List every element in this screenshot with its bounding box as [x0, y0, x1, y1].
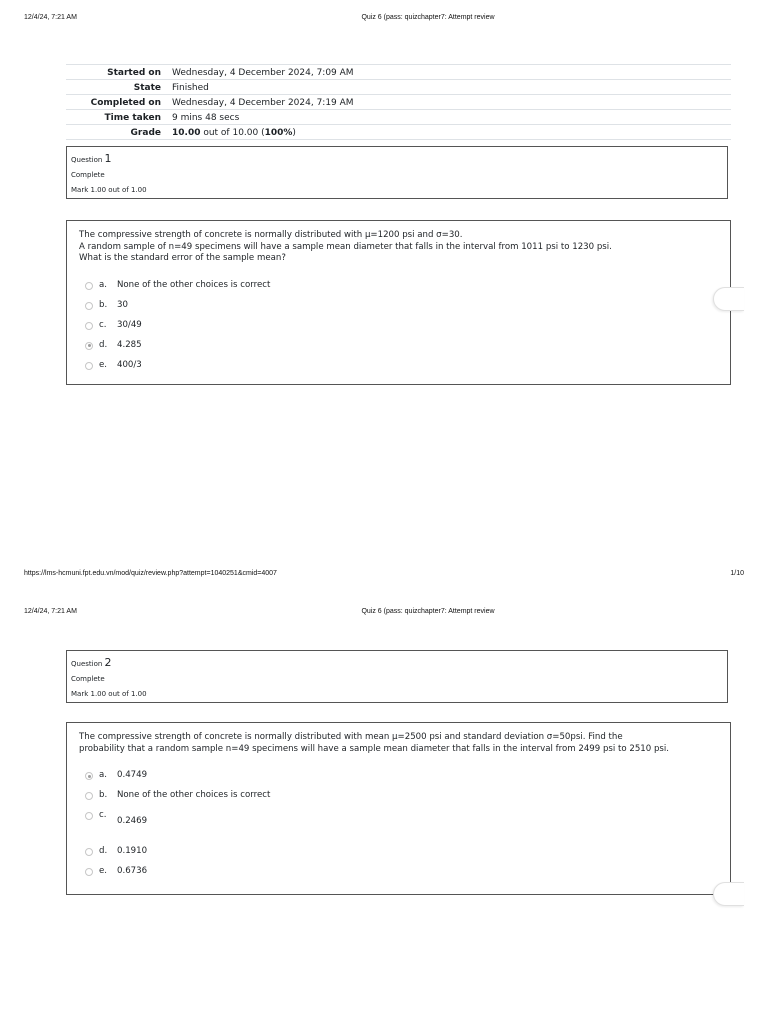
answer-option-e[interactable] [85, 866, 718, 886]
attempt-summary-table [66, 64, 731, 140]
option-letter: e. [99, 866, 108, 876]
answer-option-d[interactable] [85, 340, 718, 360]
grade-value [167, 125, 731, 140]
question-text-line: What is the standard error of the sample mean? [79, 253, 286, 263]
option-letter: d. [99, 339, 108, 350]
time-label: Time taken [104, 112, 161, 123]
radio-button[interactable] [85, 362, 93, 370]
grade-close-paren: ) [292, 127, 296, 138]
time-value: 9 mins 48 secs [172, 112, 240, 123]
answer-option-d[interactable] [85, 846, 718, 866]
radio-button[interactable] [85, 302, 93, 310]
answer-options [85, 770, 718, 886]
radio-button[interactable] [85, 282, 93, 290]
summary-row-completed [66, 95, 731, 110]
question-mark: Mark 1.00 out of 1.00 [71, 690, 147, 698]
answer-options [85, 280, 718, 380]
print-datetime: 12/4/24, 7:21 AM [24, 14, 77, 21]
side-navigation-tab[interactable] [713, 882, 744, 906]
started-value: Wednesday, 4 December 2024, 7:09 AM [172, 67, 354, 78]
grade-percent: 100% [264, 127, 293, 138]
radio-button[interactable] [85, 848, 93, 856]
answer-option-c[interactable] [85, 810, 718, 846]
answer-option-a[interactable] [85, 280, 718, 300]
radio-button[interactable] [85, 812, 93, 820]
started-label: Started on [107, 67, 161, 78]
question-number: 2 [104, 656, 112, 669]
completed-value: Wednesday, 4 December 2024, 7:19 AM [172, 97, 354, 108]
question-1-content [66, 220, 731, 385]
question-state: Complete [71, 171, 105, 179]
option-text: 30/49 [117, 319, 142, 330]
option-letter: b. [99, 299, 108, 310]
print-title: Quiz 6 (pass: quizchapter7: Attempt review [361, 608, 495, 615]
grade-out-of: out of 10.00 ( [200, 127, 265, 138]
question-text-line: A random sample of n=49 specimens will have a sample mean diameter that falls in the interval from 1011 psi to 1230 psi. [79, 241, 612, 252]
question-label: Question [71, 156, 103, 164]
option-letter: d. [99, 846, 108, 856]
question-text-line: The compressive strength of concrete is normally distributed with μ=1200 psi and σ=30. [79, 230, 463, 240]
question-mark: Mark 1.00 out of 1.00 [71, 186, 147, 194]
answer-option-b[interactable] [85, 300, 718, 320]
option-letter: a. [99, 770, 107, 780]
option-text: 400/3 [117, 359, 142, 370]
answer-option-b[interactable] [85, 790, 718, 810]
option-letter: b. [99, 790, 108, 800]
state-value: Finished [172, 82, 209, 93]
option-letter: e. [99, 359, 108, 370]
radio-button[interactable] [85, 322, 93, 330]
option-letter: c. [99, 319, 107, 330]
answer-option-a[interactable] [85, 770, 718, 790]
question-state: Complete [71, 675, 105, 683]
print-url: https://lms-hcmuni.fpt.edu.vn/mod/quiz/review.php?attempt=1040251&cmid=4007 [24, 570, 277, 577]
summary-row-grade [66, 125, 731, 140]
option-text: 0.6736 [117, 866, 148, 876]
print-title: Quiz 6 (pass: quizchapter7: Attempt review [361, 14, 495, 21]
completed-label: Completed on [90, 97, 161, 108]
question-2-info [66, 650, 728, 703]
question-text-line: probability that a random sample n=49 specimens will have a sample mean diameter that falls in the interval from 2499 psi to 2510 psi. [79, 743, 670, 754]
radio-button-selected[interactable] [85, 772, 93, 780]
question-1-info [66, 146, 728, 199]
question-label: Question [71, 660, 103, 668]
question-number: 1 [104, 152, 112, 165]
radio-button-selected[interactable] [85, 342, 93, 350]
print-datetime: 12/4/24, 7:21 AM [24, 608, 77, 615]
print-page-number: 1/10 [730, 570, 744, 577]
option-text: None of the other choices is correct [117, 790, 271, 800]
option-text: 0.4749 [117, 770, 148, 780]
option-text: None of the other choices is correct [117, 279, 271, 290]
option-text: 4.285 [117, 339, 142, 350]
answer-option-c[interactable] [85, 320, 718, 340]
option-letter: a. [99, 279, 107, 290]
grade-score: 10.00 [172, 127, 201, 138]
summary-row-time [66, 110, 731, 125]
option-text: 0.1910 [117, 846, 148, 856]
option-text: 30 [117, 299, 128, 310]
summary-row-started [66, 65, 731, 80]
question-text-line: The compressive strength of concrete is normally distributed with mean μ=2500 psi and standard deviation σ=50psi. Find the [79, 732, 623, 742]
state-label: State [133, 82, 161, 93]
summary-row-state [66, 80, 731, 95]
radio-button[interactable] [85, 792, 93, 800]
answer-option-e[interactable] [85, 360, 718, 380]
option-letter: c. [99, 810, 107, 820]
question-2-content [66, 722, 731, 895]
side-navigation-tab[interactable] [713, 287, 744, 311]
grade-label: Grade [130, 127, 161, 138]
option-text: 0.2469 [117, 816, 148, 826]
radio-button[interactable] [85, 868, 93, 876]
